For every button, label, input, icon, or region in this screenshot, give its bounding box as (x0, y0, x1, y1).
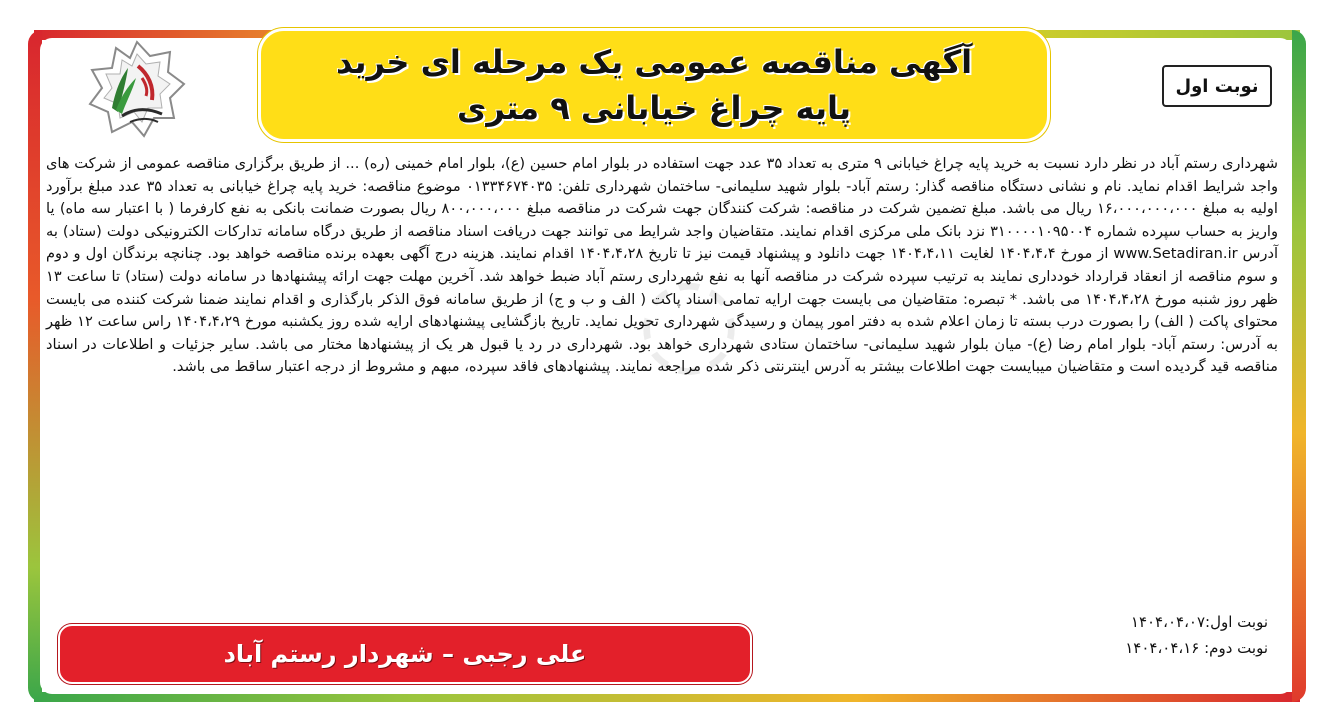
ad-body-text: شهرداری رستم آباد در نظر دارد نسبت به خرید پایه چراغ خیابانی ۹ متری به تعداد ۳۵ عدد جهت استفاده در بلوار امام حسین (ع)، بلوار امام خمینی (ره) ... از طریق برگزاری مناقصه عمومی از شرکت های واجد شرایط اقدام نماید. نام و نشانی دستگاه مناقصه گذار: رستم آباد- بلوار شهید سلیمانی- ساختمان شهرداری تلفن: ۰۱۳۳۴۶۷۴۰۳۵ موضوع مناقصه: خرید پایه چراغ خیابانی به تعداد ۳۵ عدد مبلغ برآورد اولیه به مبلغ ۱۶،۰۰۰،۰۰۰،۰۰۰ ریال می باشد. مبلغ تضمین شرکت در مناقصه: شرکت کنندگان جهت شرکت در مناقصه مبلغ ۸۰۰،۰۰۰،۰۰۰ ریال بصورت ضمانت بانکی به نفع کارفرما ( با اعتبار سه ماه) یا واریز به حساب سپرده شماره ۳۱۰۰۰۰۱۰۹۵۰۰۴ نزد بانک ملی مرکزی اقدام نمایند. متقاضیان واجد شرایط می توانند جهت دریافت اسناد مناقصه از طریق درگاه سامانه تدارکات الکترونیکی دولت (ستاد) به آدرس www.Setadiran.ir از مورخ ۱۴۰۴،۴،۴ لغایت ۱۴۰۴،۴،۱۱ جهت دانلود و پیشنهاد قیمت نیز تا تاریخ ۱۴۰۴،۴،۲۸ اقدام نمایند. هزینه درج آگهی بعهده برنده مناقصه خواهد بود. چنانچه برندگان اول و دوم و سوم مناقصه از انعقاد قرارداد خودداری نمایند به ترتیب سپرده شرکت در مناقصه آنها به نفع شهرداری رستم آباد ضبط خواهد شد. آخرین مهلت جهت ارائه پیشنهادها در سامانه دولت (ستاد) تا ساعت ۱۳ ظهر روز شنبه مورخ ۱۴۰۴،۴،۲۸ می باشد. * تبصره: متقاضیان می بایست جهت ارایه تمامی اسناد پاکت ( الف و ب و ج) از طریق سامانه فوق الذکر بارگذاری و اقدام نمایند ضمنا شرکت کننده می بایست محتوای پاکت ( الف) را بصورت درب بسته تا زمان اعلام شده به دفتر امور پیمان و رسیدگی شهرداری تحویل نماید. تاریخ بازگشایی پیشنهادهای ارایه شده روز یکشنبه مورخ ۱۴۰۴،۴،۲۹ راس ساعت ۱۲ ظهر به آدرس: رستم آباد- بلوار امام رضا (ع)- میان بلوار شهید سلیمانی- ساختمان ستادی شهرداری خواهد بود. شهرداری در رد یا قبول هر یک از پیشنهادها مختار می باشد. سایر جزئیات و اطلاعات در اسناد مناقصه قید گردیده است و متقاضیان میبایست جهت اطلاعات بیشتر به آدرس اینترنتی ذکر شده مراجعه نمایند. پیشنهادهای فاقد سپرده، مبهم و مشروط از درجه اعتبار ساقط می باشد. (46, 155, 1279, 376)
ad-title-banner (258, 28, 1050, 142)
second-round-date: نوبت دوم: ۱۴۰۴،۰۴،۱۶ (1125, 639, 1268, 657)
ad-title-line-2: پایه چراغ خیابانی ۹ متری (456, 89, 851, 127)
signature-banner (58, 624, 752, 684)
ad-title-line-1: آگهی مناقصه عمومی یک مرحله ای خرید (335, 43, 973, 81)
first-round-date: نوبت اول:۱۴۰۴،۰۴،۰۷ (1130, 613, 1268, 631)
round-badge: نوبت اول (1162, 65, 1272, 107)
municipality-emblem-icon (82, 38, 192, 144)
round-dates (1125, 609, 1268, 661)
frame-right-border (1292, 30, 1306, 702)
signature-text: علی رجبی – شهردار رستم آباد (223, 640, 587, 668)
